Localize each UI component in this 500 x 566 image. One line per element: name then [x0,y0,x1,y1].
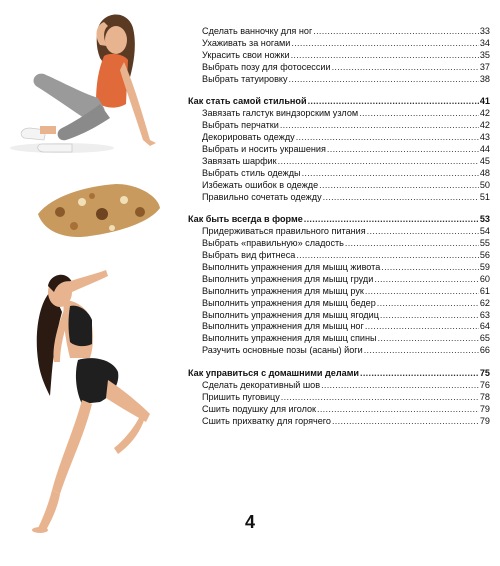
toc-item [188,380,490,392]
toc-entry-title: Завязать шарфик [202,155,277,166]
toc-item [188,26,490,38]
toc-leader-dots [378,333,479,345]
toc-item [188,180,490,192]
toc-leader-dots [327,144,479,156]
toc-section [188,96,490,108]
toc-leader-dots [377,298,479,310]
toc-entry-page: 48 [479,167,490,178]
toc-entry-page: 64 [479,321,490,332]
toc-item [188,62,490,74]
toc-entry-page: 78 [479,391,490,402]
toc-leader-dots [281,392,479,404]
toc-entry-page: 42 [479,108,490,119]
toc-item [188,226,490,238]
toc-section [188,214,490,226]
toc-entry-title: Правильно сочетать одежду [202,191,322,202]
toc-item [188,156,490,168]
toc-leader-dots [360,368,479,380]
toc-leader-dots [302,168,479,180]
toc-leader-dots [365,286,479,298]
toc-entry-title: Избежать ошибок в одежде [202,179,319,190]
photo-granola-bar [38,184,160,237]
photo-jumping-woman [32,270,150,533]
toc-entry-page: 34 [479,37,490,48]
toc-entry-title: Сшить прихватку для горячего [202,415,331,426]
toc-leader-dots [289,74,479,86]
toc-leader-dots [304,214,479,226]
toc-entry-page: 59 [479,262,490,273]
toc-entry-page: 63 [479,309,490,320]
toc-leader-dots [359,108,479,120]
photo-column [0,0,190,561]
toc-item [188,238,490,250]
toc-entry-page: 44 [479,144,490,154]
toc-item [188,50,490,62]
toc-entry-page: 56 [479,250,490,261]
toc-leader-dots [319,180,479,192]
toc-entry-page: 66 [479,345,490,356]
toc-item [188,144,490,156]
toc-item [188,321,490,333]
toc-item [188,168,490,180]
toc-section [188,368,490,380]
toc-leader-dots [296,250,479,262]
toc-entry-page: 76 [479,380,490,391]
toc-entry-title: Разучить основные позы (асаны) йоги [202,345,363,356]
toc-entry-title: Выполнить упражнения для мышц рук [202,285,364,296]
toc-item [188,274,490,286]
toc-entry-title: Как управиться с домашними делами [188,368,360,379]
toc-entry-page: 60 [479,273,490,284]
toc-leader-dots [291,38,478,50]
toc-item [188,120,490,132]
toc-leader-dots [308,96,479,108]
toc-leader-dots [296,132,479,144]
toc-entry-page: 33 [479,25,490,36]
toc-entry-title: Выполнить упражнения для мышц ягодиц [202,309,379,320]
toc-entry-title: Выполнить упражнения для мышц груди [202,273,374,284]
toc-entry-page: 62 [479,297,490,308]
toc-leader-dots [381,262,479,274]
toc-entry-title: Сделать декоративный шов [202,380,321,391]
toc-entry-page: 53 [479,214,490,225]
toc-entry-title: Выбрать перчатки [202,120,279,131]
toc-entry-title: Как быть всегда в форме [188,214,303,225]
toc-entry-title: Выполнить упражнения для мышц живота [202,262,381,273]
toc-leader-dots [317,404,479,416]
toc-leader-dots [313,26,479,38]
toc-item [188,298,490,310]
toc-item [188,404,490,416]
toc-entry-title: Украсить свои ножки [202,49,290,60]
toc-entry-page: 65 [479,333,490,344]
toc-item [188,416,490,428]
toc-entry-page: 37 [479,61,490,72]
toc-item [188,345,490,357]
toc-leader-dots [278,156,479,168]
toc-item [188,74,490,86]
toc-entry-page: 75 [479,368,490,379]
toc-entry-title: Декорировать одежду [202,132,295,143]
photo-seated-woman [10,15,156,154]
toc-leader-dots [291,50,479,62]
toc-entry-page: 79 [479,415,490,426]
toc-leader-dots [321,380,479,392]
toc-entry-page: 45 [479,155,490,166]
toc-entry-title: Ухаживать за ногами [202,37,291,48]
toc-item [188,250,490,262]
toc-entry-page: 41 [479,96,490,107]
toc-entry-title: Выполнить упражнения для мышц бедер [202,297,376,308]
toc-entry-page: 43 [479,132,490,143]
toc-entry-title: Придерживаться правильного питания [202,226,366,237]
toc-item [188,333,490,345]
toc-entry-title: Выбрать вид фитнеса [202,250,296,261]
toc-entry-page: 61 [479,285,490,296]
toc-entry-title: Выполнить упражнения для мышц ног [202,321,364,332]
table-of-contents [188,26,490,428]
toc-leader-dots [280,120,479,132]
toc-entry-title: Выбрать татуировку [202,73,288,84]
toc-leader-dots [367,226,479,238]
toc-item [188,132,490,144]
toc-entry-title: Выбрать и носить украшения [202,144,326,154]
toc-item [188,392,490,404]
toc-entry-page: 42 [479,120,490,131]
toc-entry-title: Выбрать стиль одежды [202,167,301,178]
toc-item [188,262,490,274]
toc-entry-page: 54 [479,226,490,237]
toc-item [188,310,490,322]
toc-entry-title: Как стать самой стильной [188,96,307,107]
toc-entry-title: Выполнить упражнения для мышц спины [202,333,377,344]
toc-entry-page: 50 [479,179,490,190]
toc-entry-page: 35 [479,49,490,60]
toc-leader-dots [332,416,479,428]
toc-leader-dots [374,274,479,286]
toc-item [188,108,490,120]
toc-leader-dots [380,310,479,322]
toc-entry-title: Выбрать «правильную» сладость [202,238,344,249]
toc-entry-title: Завязать галстук виндзорским узлом [202,108,359,119]
toc-leader-dots [332,62,479,74]
toc-entry-page: 51 [479,191,490,202]
toc-entry-title: Выбрать позу для фотосессии [202,61,331,72]
toc-entry-page: 55 [479,238,490,249]
toc-entry-page: 38 [479,73,490,84]
toc-leader-dots [323,192,479,204]
toc-entry-title: Сшить подушку для иголок [202,403,317,414]
toc-leader-dots [345,238,479,250]
toc-item [188,38,490,50]
toc-item [188,192,490,204]
toc-entry-title: Пришить пуговицу [202,391,280,402]
toc-entry-page: 79 [479,403,490,414]
toc-leader-dots [364,345,479,357]
toc-item [188,286,490,298]
toc-leader-dots [365,321,479,333]
toc-entry-title: Сделать ванночку для ног [202,25,313,36]
page-number: 4 [244,512,255,532]
